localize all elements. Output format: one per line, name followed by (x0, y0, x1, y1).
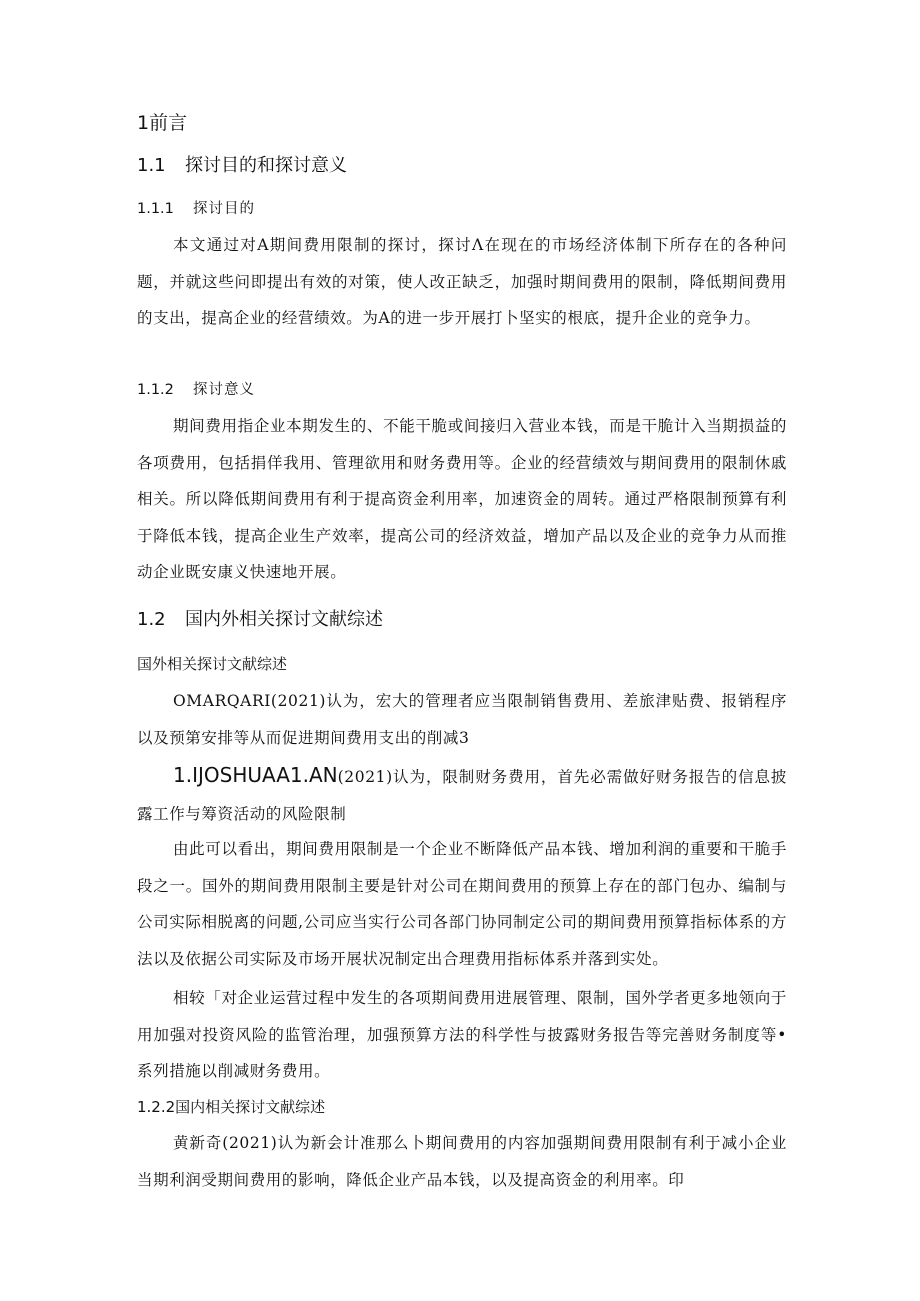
section-number: 1.1 (137, 155, 166, 176)
subsection-heading-1-1-2 (137, 378, 787, 402)
subsection-number: 1.1.1 (137, 201, 174, 217)
section-title: 国内外相关探讨文献综述 (185, 609, 383, 630)
section-heading-1-2 (137, 607, 787, 633)
section-number: 1.2 (137, 609, 166, 630)
subheading-foreign-review: 国外相关探讨文献综述 (137, 655, 288, 673)
subsection-title: 探讨意义 (193, 382, 255, 398)
subsection-heading-1-2-2: 1.2.2国内相关探讨文献综述 (137, 1098, 326, 1116)
paragraph-huang: 黄新奇(2021)认为新会计准那么卜期间费用的内容加强期间费用限制有利于减小企业当期利润受期间费用的影响，降低企业产品本钱，以及提高资金的利用率。印 (137, 1134, 787, 1189)
paragraph-joshua-text: (2021)认为，限制财务费用，首先必需做好财务报告的信息披露工作与筹资活动的风险限制 (137, 768, 787, 823)
paragraph-joshua (137, 757, 787, 832)
section-title: 探讨目的和探讨意义 (185, 155, 347, 176)
subsection-title: 探讨目的 (193, 201, 255, 217)
paragraph-conclusion: 由此可以看出，期间费用限制是一个企业不断降低产品本钱、增加利润的重要和干脆手段之一。国外的期间费用限制主要是针对公司在期间费用的预算上存在的部门包办、编制与公司实际相脱离的问题,公司应当实行公司各部门协同制定公司的期间费用预算指标体系的方法以及依据公司实际及市场开展状况制定出合理费用指标体系并落到实处。 (137, 840, 787, 968)
paragraph-purpose: 本文通过对A期间费用限制的探讨，探讨Λ在现在的市场经济体制下所存在的各种问题，并就这些问即提出有效的对策，使人改正缺乏，加强时期间费用的限制，降低期间费用的支出，提高企业的经营绩效。为A的进一步开展打卜坚实的根底，提升企业的竞争力。 (137, 236, 787, 327)
paragraph-compare: 相较「对企业运营过程中发生的各项期间费用进展管理、限制，国外学者更多地领向于用加强对投资风险的监管治理，加强预算方法的科学性与披露财务报告等完善财务制度等•系列措施以削减财务费用。 (137, 989, 787, 1080)
paragraph-significance: 期间费用指企业本期发生的、不能干脆或间接归入营业本钱，而是干脆计入当期损益的各项费用，包括捐佯我用、管理欲用和财务费用等。企业的经营绩效与期间费用的限制休戚相关。所以降低期间费用有利于提高资金利用率，加速资金的周转。通过严格限制预算有利于降低本钱，提高企业生产效率，提高公司的经济效益，增加产品以及企业的竞争力从而推动企业既安康义快速地开展。 (137, 417, 787, 581)
paragraph-omarqari: OMARQARI(2021)认为，宏大的管理者应当限制销售费用、差旅津贴费、报销程序以及预第安排等从而促进期间费用支出的削减3 (137, 692, 787, 747)
subsection-heading-1-1-1 (137, 197, 787, 221)
paragraph-joshua-lead: 1.IJOSHUAA1.AN (173, 763, 338, 787)
chapter-title: 1前言 (137, 112, 188, 134)
subsection-number: 1.1.2 (137, 382, 174, 398)
section-heading-1-1 (137, 153, 787, 179)
